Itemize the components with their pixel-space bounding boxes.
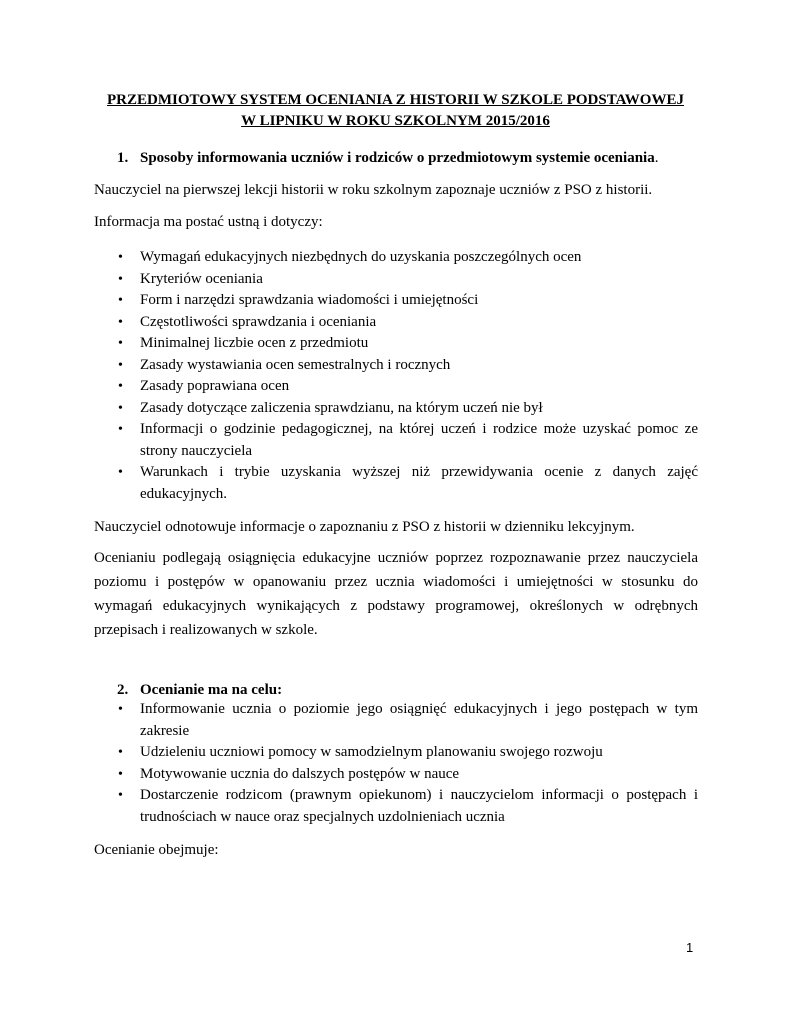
section-1-heading-suffix: . <box>654 150 659 166</box>
document-title <box>80 90 711 132</box>
list-item: • Motywowanie ucznia do dalszych postępów w nauce <box>94 764 698 786</box>
bullet-icon: • <box>118 250 123 265</box>
bullet-icon: • <box>118 702 123 717</box>
list-item: • Form i narzędzi sprawdzania wiadomości i umiejętności <box>94 290 698 312</box>
list-item: • Zasady wystawiania ocen semestralnych i rocznych <box>94 355 698 377</box>
bullet-icon: • <box>118 788 123 803</box>
bullet-icon: • <box>118 379 123 394</box>
list-item: • Dostarczenie rodzicom (prawnym opiekunom) i nauczycielom informacji o postępach i trudnościach w nauce oraz specjalnych uzdolnieniach ucznia <box>118 787 698 825</box>
bullet-icon: • <box>118 400 123 416</box>
list-item: • Udzieleniu uczniowi pomocy w samodzielnym planowaniu swojego rozwoju <box>94 742 698 764</box>
page-number: 1 <box>686 940 694 955</box>
bullet-icon: • <box>118 314 123 330</box>
list-item: • Minimalnej liczbie ocen z przedmiotu <box>94 333 698 355</box>
bullet-icon: • <box>118 336 123 351</box>
list-item: • Kryteriów oceniania <box>94 269 698 291</box>
list-item: • Częstotliwości sprawdzania i oceniania <box>94 312 698 334</box>
bullet-icon: • <box>118 357 123 373</box>
title-line-2: W LIPNIKU W ROKU SZKOLNYM 2015/2016 <box>241 113 550 129</box>
section-1-list <box>94 247 698 505</box>
section-2-number: 2. <box>117 682 129 698</box>
list-item: • Zasady poprawiana ocen <box>94 376 698 398</box>
bullet-icon: • <box>118 422 123 437</box>
list-item: • Wymagań edukacyjnych niezbędnych do uzyskania poszczególnych ocen <box>94 247 698 269</box>
title-line-1: PRZEDMIOTOWY SYSTEM OCENIANIA Z HISTORII W SZKOLE PODSTAWOWEJ <box>107 92 684 108</box>
section-1-paragraph: Ocenianiu podlegają osiągnięcia edukacyjne uczniów poprzez rozpoznawanie przez nauczyciela poziomu i postępów w opanowaniu przez ucznia wiadomości i umiejętności w stosunku do wymagań edukacyjnych wynikających z podstawy programowej, określonych w odrębnych przepisach i realizowanych w szkole. <box>94 550 698 638</box>
list-item: • Informowanie ucznia o poziomie jego osiągnięć edukacyjnych i jego postępach w tym zakresie <box>118 701 698 739</box>
bullet-icon: • <box>118 465 123 480</box>
section-1-heading <box>117 148 658 169</box>
bullet-icon: • <box>118 745 123 760</box>
section-2-list <box>94 699 698 828</box>
bullet-icon: • <box>118 271 123 287</box>
section-1-info-label: Informacja ma postać ustną i dotyczy: <box>94 214 323 230</box>
section-1-heading-text: Sposoby informowania uczniów i rodziców o przedmiotowym systemie oceniania <box>140 150 655 166</box>
section-1-number: 1. <box>117 150 129 166</box>
bullet-icon: • <box>118 293 123 308</box>
section-2-heading <box>117 680 282 701</box>
section-2-heading-text: Ocenianie ma na celu: <box>140 682 283 698</box>
section-1-intro: Nauczyciel na pierwszej lekcji historii w roku szkolnym zapoznaje uczniów z PSO z historii. <box>94 182 653 198</box>
bullet-icon: • <box>118 766 123 782</box>
section-1-note: Nauczyciel odnotowuje informacje o zapoznaniu z PSO z historii w dzienniku lekcyjnym. <box>94 519 635 535</box>
list-item: • Warunkach i trybie uzyskania wyższej niż przewidywania ocenie z danych zajęć edukacyjnych. <box>118 464 698 502</box>
list-item: • Zasady dotyczące zaliczenia sprawdzianu, na którym uczeń nie był <box>94 398 698 420</box>
list-item: • Informacji o godzinie pedagogicznej, na której uczeń i rodzice może uzyskać pomoc ze strony nauczyciela <box>118 421 698 459</box>
section-2-closing: Ocenianie obejmuje: <box>94 842 219 858</box>
